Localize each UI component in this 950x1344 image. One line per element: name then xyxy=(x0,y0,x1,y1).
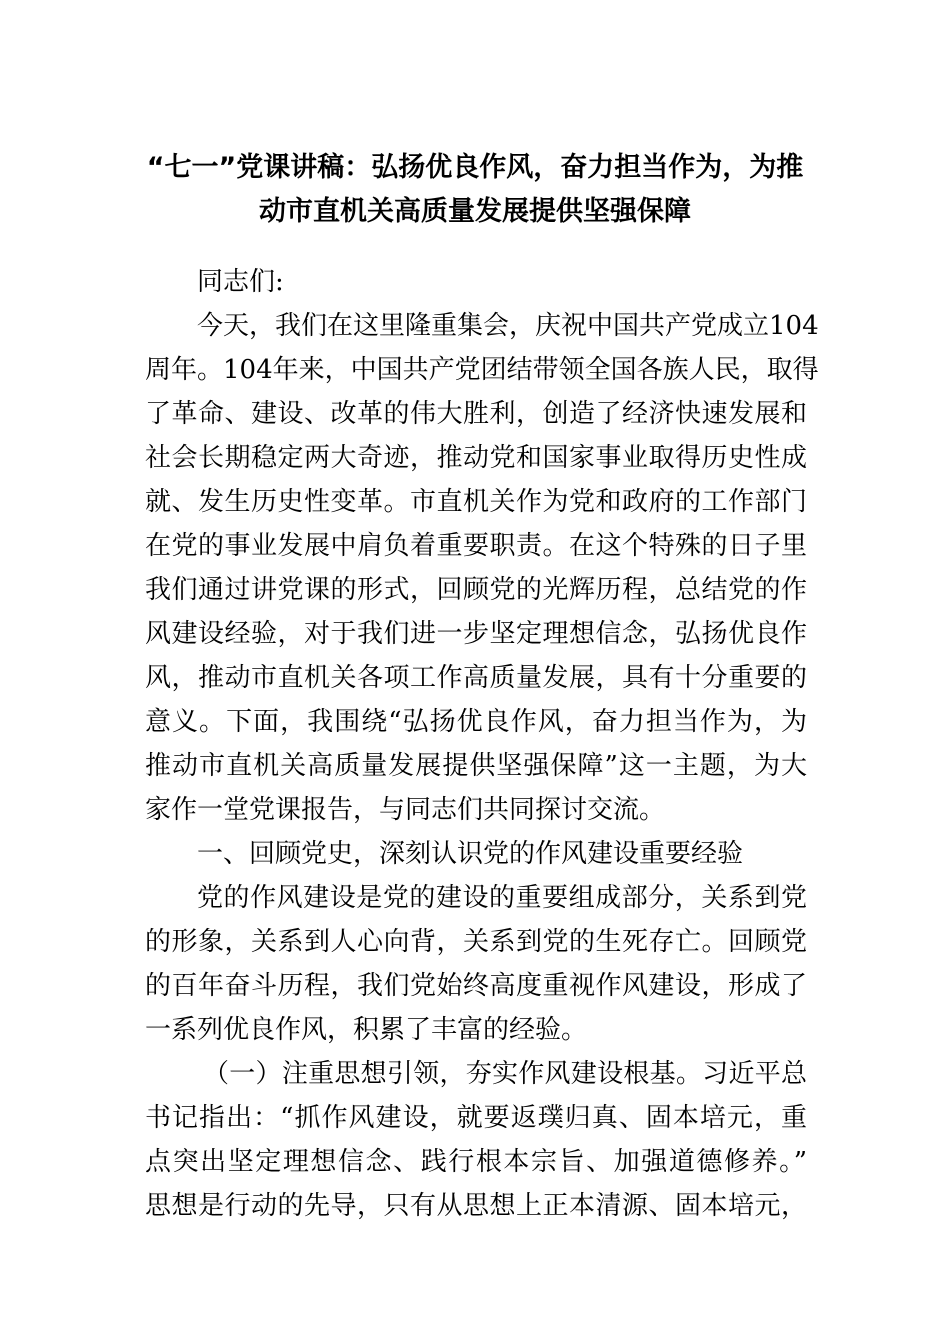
paragraph-line: 在党的事业发展中肩负着重要职责。在这个特殊的日子里 xyxy=(145,531,807,561)
paragraph-line: 思想是行动的先导，只有从思想上正本清源、固本培元， xyxy=(145,1191,807,1221)
paragraph-line: 党的作风建设是党的建设的重要组成部分，关系到党 xyxy=(197,883,807,913)
paragraph-line: 风，推动市直机关各项工作高质量发展，具有十分重要的 xyxy=(145,663,807,693)
document-body xyxy=(145,260,819,1228)
paragraph-intro xyxy=(145,304,819,832)
section-heading-1: 一、回顾党史，深刻认识党的作风建设重要经验 xyxy=(197,839,744,869)
document-title xyxy=(145,146,805,234)
paragraph-line: 家作一堂党课报告，与同志们共同探讨交流。 xyxy=(145,795,666,825)
paragraph-line: 书记指出：“抓作风建设，就要返璞归真、固本培元，重 xyxy=(145,1103,807,1133)
paragraph-line: 风建设经验，对于我们进一步坚定理想信念，弘扬优良作 xyxy=(145,619,807,649)
paragraph-line: 我们通过讲党课的形式，回顾党的光辉历程，总结党的作 xyxy=(145,575,807,605)
paragraph-line: 周年。104年来，中国共产党团结带领全国各族人民，取得 xyxy=(145,355,819,385)
title-line-2: 动市直机关高质量发展提供坚强保障 xyxy=(259,196,691,227)
title-line-1: “七一”党课讲稿：弘扬优良作风，奋力担当作为，为推 xyxy=(146,152,804,183)
paragraph-section-1 xyxy=(145,876,807,1052)
paragraph-line: 今天，我们在这里隆重集会，庆祝中国共产党成立104 xyxy=(197,311,819,341)
paragraph-line: 一系列优良作风，积累了丰富的经验。 xyxy=(145,1015,588,1045)
paragraph-line: 了革命、建设、改革的伟大胜利，创造了经济快速发展和 xyxy=(145,399,807,429)
paragraph-line: （一）注重思想引领，夯实作风建设根基。习近平总 xyxy=(203,1059,807,1089)
paragraph-line: 社会长期稳定两大奇迹，推动党和国家事业取得历史性成 xyxy=(145,443,807,473)
paragraph-line: 的形象，关系到人心向背，关系到党的生死存亡。回顾党 xyxy=(145,927,807,957)
paragraph-line: 就、发生历史性变革。市直机关作为党和政府的工作部门 xyxy=(145,487,807,517)
paragraph-line: 推动市直机关高质量发展提供坚强保障”这一主题，为大 xyxy=(145,751,807,781)
salutation: 同志们: xyxy=(197,267,284,297)
paragraph-subsection-1 xyxy=(145,1052,807,1228)
paragraph-line: 点突出坚定理想信念、践行根本宗旨、加强道德修养。” xyxy=(145,1147,807,1177)
paragraph-line: 的百年奋斗历程，我们党始终高度重视作风建设，形成了 xyxy=(145,971,807,1001)
paragraph-line: 意义。下面，我围绕“弘扬优良作风，奋力担当作为，为 xyxy=(145,707,807,737)
